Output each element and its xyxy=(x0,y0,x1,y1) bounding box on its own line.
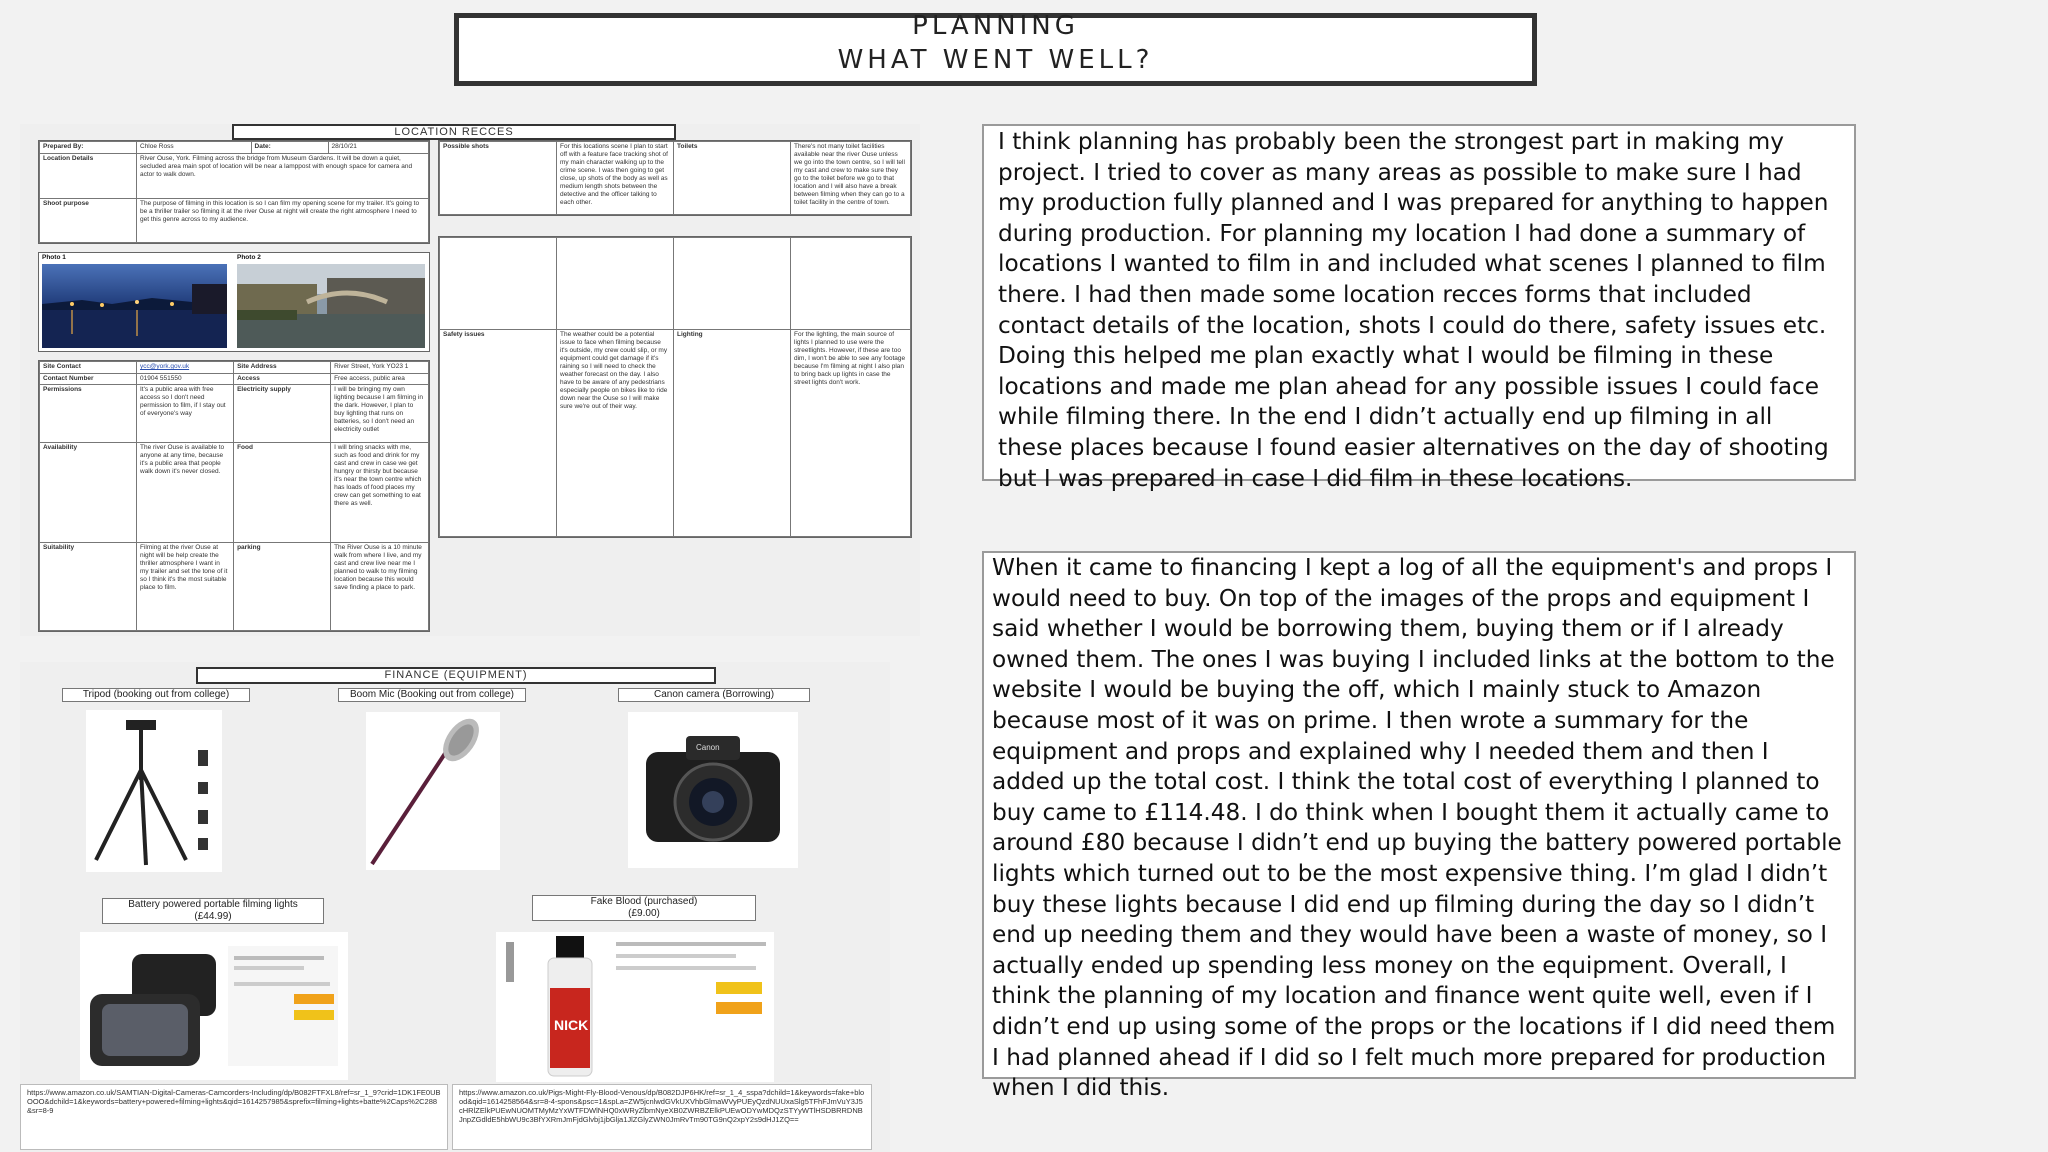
camera-brand-text: Canon xyxy=(696,743,720,752)
recce-form-safety xyxy=(438,236,912,538)
suitability-value: Filming at the river Ouse at night will be help create the thriller atmosphere I want in my trailer and set the tone of it so I think it's the most suitable place to film. xyxy=(137,543,234,631)
lights-price: (£44.99) xyxy=(194,911,232,922)
blank-cell xyxy=(674,238,791,330)
finance-summary-textbox xyxy=(982,551,1856,1102)
safety-issues-label: Safety issues xyxy=(440,330,557,537)
toilets-value: There's not many toilet facilities available near the river Ouse unless we go into the town centre, so I will tell my cast and crew to make sure they go to the toilet before we go to that location and I will also have a break between filming when they can go to a toilet facility in the centre of town. xyxy=(791,142,911,215)
title-line-2: WHAT WENT WELL? xyxy=(837,45,1154,75)
finance-equipment-image xyxy=(20,662,890,1152)
tripod-label: Tripod (booking out from college) xyxy=(62,688,250,702)
recce-form-shots xyxy=(438,140,912,216)
possible-shots-label: Possible shots xyxy=(440,142,557,215)
date-label: Date: xyxy=(251,142,328,154)
food-label: Food xyxy=(234,443,331,543)
site-contact-label: Site Contact xyxy=(40,362,137,374)
lights-label xyxy=(102,898,324,924)
location-details-label: Location Details xyxy=(40,154,137,199)
toilets-label: Toilets xyxy=(674,142,791,215)
recce-form-contacts xyxy=(38,360,430,632)
contact-number-value: 01904 551550 xyxy=(137,374,234,385)
lighting-value: For the lighting, the main source of lights I planned to use were the streetlights. However, if these are too dim, I won't be able to see any footage because I'm filming at night I also plan to bring back up lights in case the street lights don't work. xyxy=(791,330,911,537)
suitability-label: Suitability xyxy=(40,543,137,631)
boom-mic-label: Boom Mic (Booking out from college) xyxy=(338,688,526,702)
availability-value: The river Ouse is available to anyone at any time, because it's a public area that people walk down it's never closed. xyxy=(137,443,234,543)
shoot-purpose-value: The purpose of filming in this location is so I can film my opening scene for my trailer. It's going to be a thriller trailer so filming it at the river Ouse at night will create the right atmosphere I need to get this genre across to my audience. xyxy=(137,198,429,243)
permissions-value: It's a public area with free access so I don't need permission to film, if I stay out of everyone's way xyxy=(137,385,234,443)
lights-url: https://www.amazon.co.uk/SAMTIAN-Digital-Cameras-Camcorders-Including/dp/B082FTFXL8/ref=sr_1_9?crid=1DK1FE0UBOOO&dchild=1&keywords=battery+powered+filming+lights&qid=1614257985&sprefix=filming+lights+batte%2Caps%2C288&sr=8-9 xyxy=(20,1084,448,1150)
parking-value: The River Ouse is a 10 minute walk from where I live, and my cast and crew live near me I planned to walk to my filming location because this would save finding a place to park. xyxy=(331,543,429,631)
access-label: Access xyxy=(234,374,331,385)
prepared-by-value: Chloe Ross xyxy=(137,142,252,154)
food-value: I will bring snacks with me, such as food and drink for my cast and crew in case we get hungry or thirsty but because it's near the town centre which has loads of food places my crew can get something to eat there as well. xyxy=(331,443,429,543)
river-night-photo xyxy=(42,264,227,348)
location-recce-header: LOCATION RECCES xyxy=(232,124,676,140)
planning-summary-textbox xyxy=(982,124,1856,492)
toilets-continued-cell xyxy=(791,238,911,330)
camera-label: Canon camera (Borrowing) xyxy=(618,688,810,702)
finance-header: FINANCE (EQUIPMENT) xyxy=(196,667,716,684)
fake-blood-label-text: Fake Blood (purchased) xyxy=(590,896,698,907)
boom-mic-image xyxy=(366,712,500,870)
site-address-value: River Street, York YO23 1 xyxy=(331,362,429,374)
blood-brand-text: NICK xyxy=(554,1017,589,1033)
availability-label: Availability xyxy=(40,443,137,543)
prepared-by-label: Prepared By: xyxy=(40,142,137,154)
canon-camera-image xyxy=(628,712,798,868)
fake-blood-price: (£9.00) xyxy=(628,908,660,919)
photo1-label: Photo 1 xyxy=(42,254,66,261)
finance-paragraph: When it came to financing I kept a log of all the equipment's and props I would need to buy. On top of the images of the props and equipment I said whether I would be borrowing them, buying them or if I already owned them. The ones I was buying I included links at the bottom to the website I would be buying the off, which I mainly stuck to Amazon because most of it was on prime. I then wrote a summary for the equipment and props and explained why I needed them and then I added up the total cost. I think the total cost of everything I planned to buy came to £114.48. I do think when I bought them it actually came to around £80 because I didn’t end up buying the battery powered portable lights which turned out to be the most expensive thing. I’m glad I didn’t buy these lights because I did end up filming during the day so I didn’t end up needing them and they would have been a waste of money, so I actually ended up spending less money on the equipment. Overall, I think the planning of my location and finance went quite well, even if I didn’t end up using some of the props or the locations if I did need them I had planned ahead if I did so I felt much more prepared for production when I did this. xyxy=(992,554,1842,1102)
shots-continued-cell xyxy=(557,238,674,330)
lights-label-text: Battery powered portable filming lights xyxy=(128,899,298,910)
shoot-purpose-label: Shoot purpose xyxy=(40,198,137,243)
possible-shots-value: For this locations scene I plan to start off with a feature face tracking shot of my main character walking up to the crime scene. I was then going to get close, up shots of the body as well as medium length shots between the detective and the officer talking to each other. xyxy=(557,142,674,215)
title-line-1: PLANNING xyxy=(912,11,1079,41)
planning-paragraph: I think planning has probably been the strongest part in making my project. I tried to cover as many areas as possible to make sure I had my production fully planned and I was prepared for anything to happen during production. For planning my location I had done a summary of locations I wanted to film in and included what scenes I planned to film there. I had then made some location recces forms that included contact details of the location, shots I could do there, safety issues etc. Doing this helped me plan exactly what I would be filming in these locations and made me plan ahead for any possible issues I could face while filming there. In the end I didn’t actually end up filming in all these places because I found easier alternatives on the day of shooting but I was prepared in case I did film in these locations. xyxy=(998,128,1829,492)
blank-cell xyxy=(440,238,557,330)
access-value: Free access, public area xyxy=(331,374,429,385)
recce-form-details xyxy=(38,140,430,244)
electricity-label: Electricity supply xyxy=(234,385,331,443)
tripod-image xyxy=(86,710,222,872)
permissions-label: Permissions xyxy=(40,385,137,443)
fake-blood-url: https://www.amazon.co.uk/Pigs-Might-Fly-Blood-Venous/dp/B082DJP6HK/ref=sr_1_4_sspa?dchild=1&keywords=fake+blood&qid=1614258564&sr=8-4-spons&psc=1&spLa=ZW5jcnlwdGVkUXVhbGlmaWVyPUEyQzdNUUxaSlg5TFhFJmVuY3J5cHRlZElkPUEwNUOMTMyMzYxWTFDWlNHQ0xWRyZlbmNyeXB0ZWRBZElkPUEwODYwMDQzSTYyWTlHSDBRRDNBJnpZGdldE5hbWU9c3BfYXRmJmFjdGlvbj1jbGlja1JlZGlyZWN0JmRvTm90TG9nQ2xpY2s9dHJ1ZQ== xyxy=(452,1084,872,1150)
safety-issues-value: The weather could be a potential issue to face when filming because it's outside, my crew could slip, or my equipment could get damage if it's raining so I will need to check the weather forecast on the day. I also have to be aware of any pedestrians especially people on bikes like to ride down near the Ouse so I will make sure we're out of their way. xyxy=(557,330,674,537)
site-contact-value: ycc@york.gov.uk xyxy=(137,362,234,374)
electricity-value: I will be bringing my own lighting because I am filming in the dark. However, I plan to buy lighting that runs on batteries, so I don't need an electricity outlet xyxy=(331,385,429,443)
date-value: 28/10/21 xyxy=(328,142,428,154)
title-box xyxy=(454,13,1537,86)
river-day-photo xyxy=(237,264,425,348)
location-details-value: River Ouse, York. Filming across the bridge from Museum Gardens. It will be down a quiet, secluded area main spot of location will be near a lamppost with enough space for camera and actor to walk down. xyxy=(137,154,429,199)
photo2-label: Photo 2 xyxy=(237,254,261,261)
location-recce-image xyxy=(20,124,920,636)
site-address-label: Site Address xyxy=(234,362,331,374)
fake-blood-image xyxy=(496,932,774,1082)
portable-lights-image xyxy=(80,932,348,1080)
fake-blood-label xyxy=(532,895,756,921)
recce-photos xyxy=(38,252,430,352)
lighting-label: Lighting xyxy=(674,330,791,537)
contact-number-label: Contact Number xyxy=(40,374,137,385)
parking-label: parking xyxy=(234,543,331,631)
